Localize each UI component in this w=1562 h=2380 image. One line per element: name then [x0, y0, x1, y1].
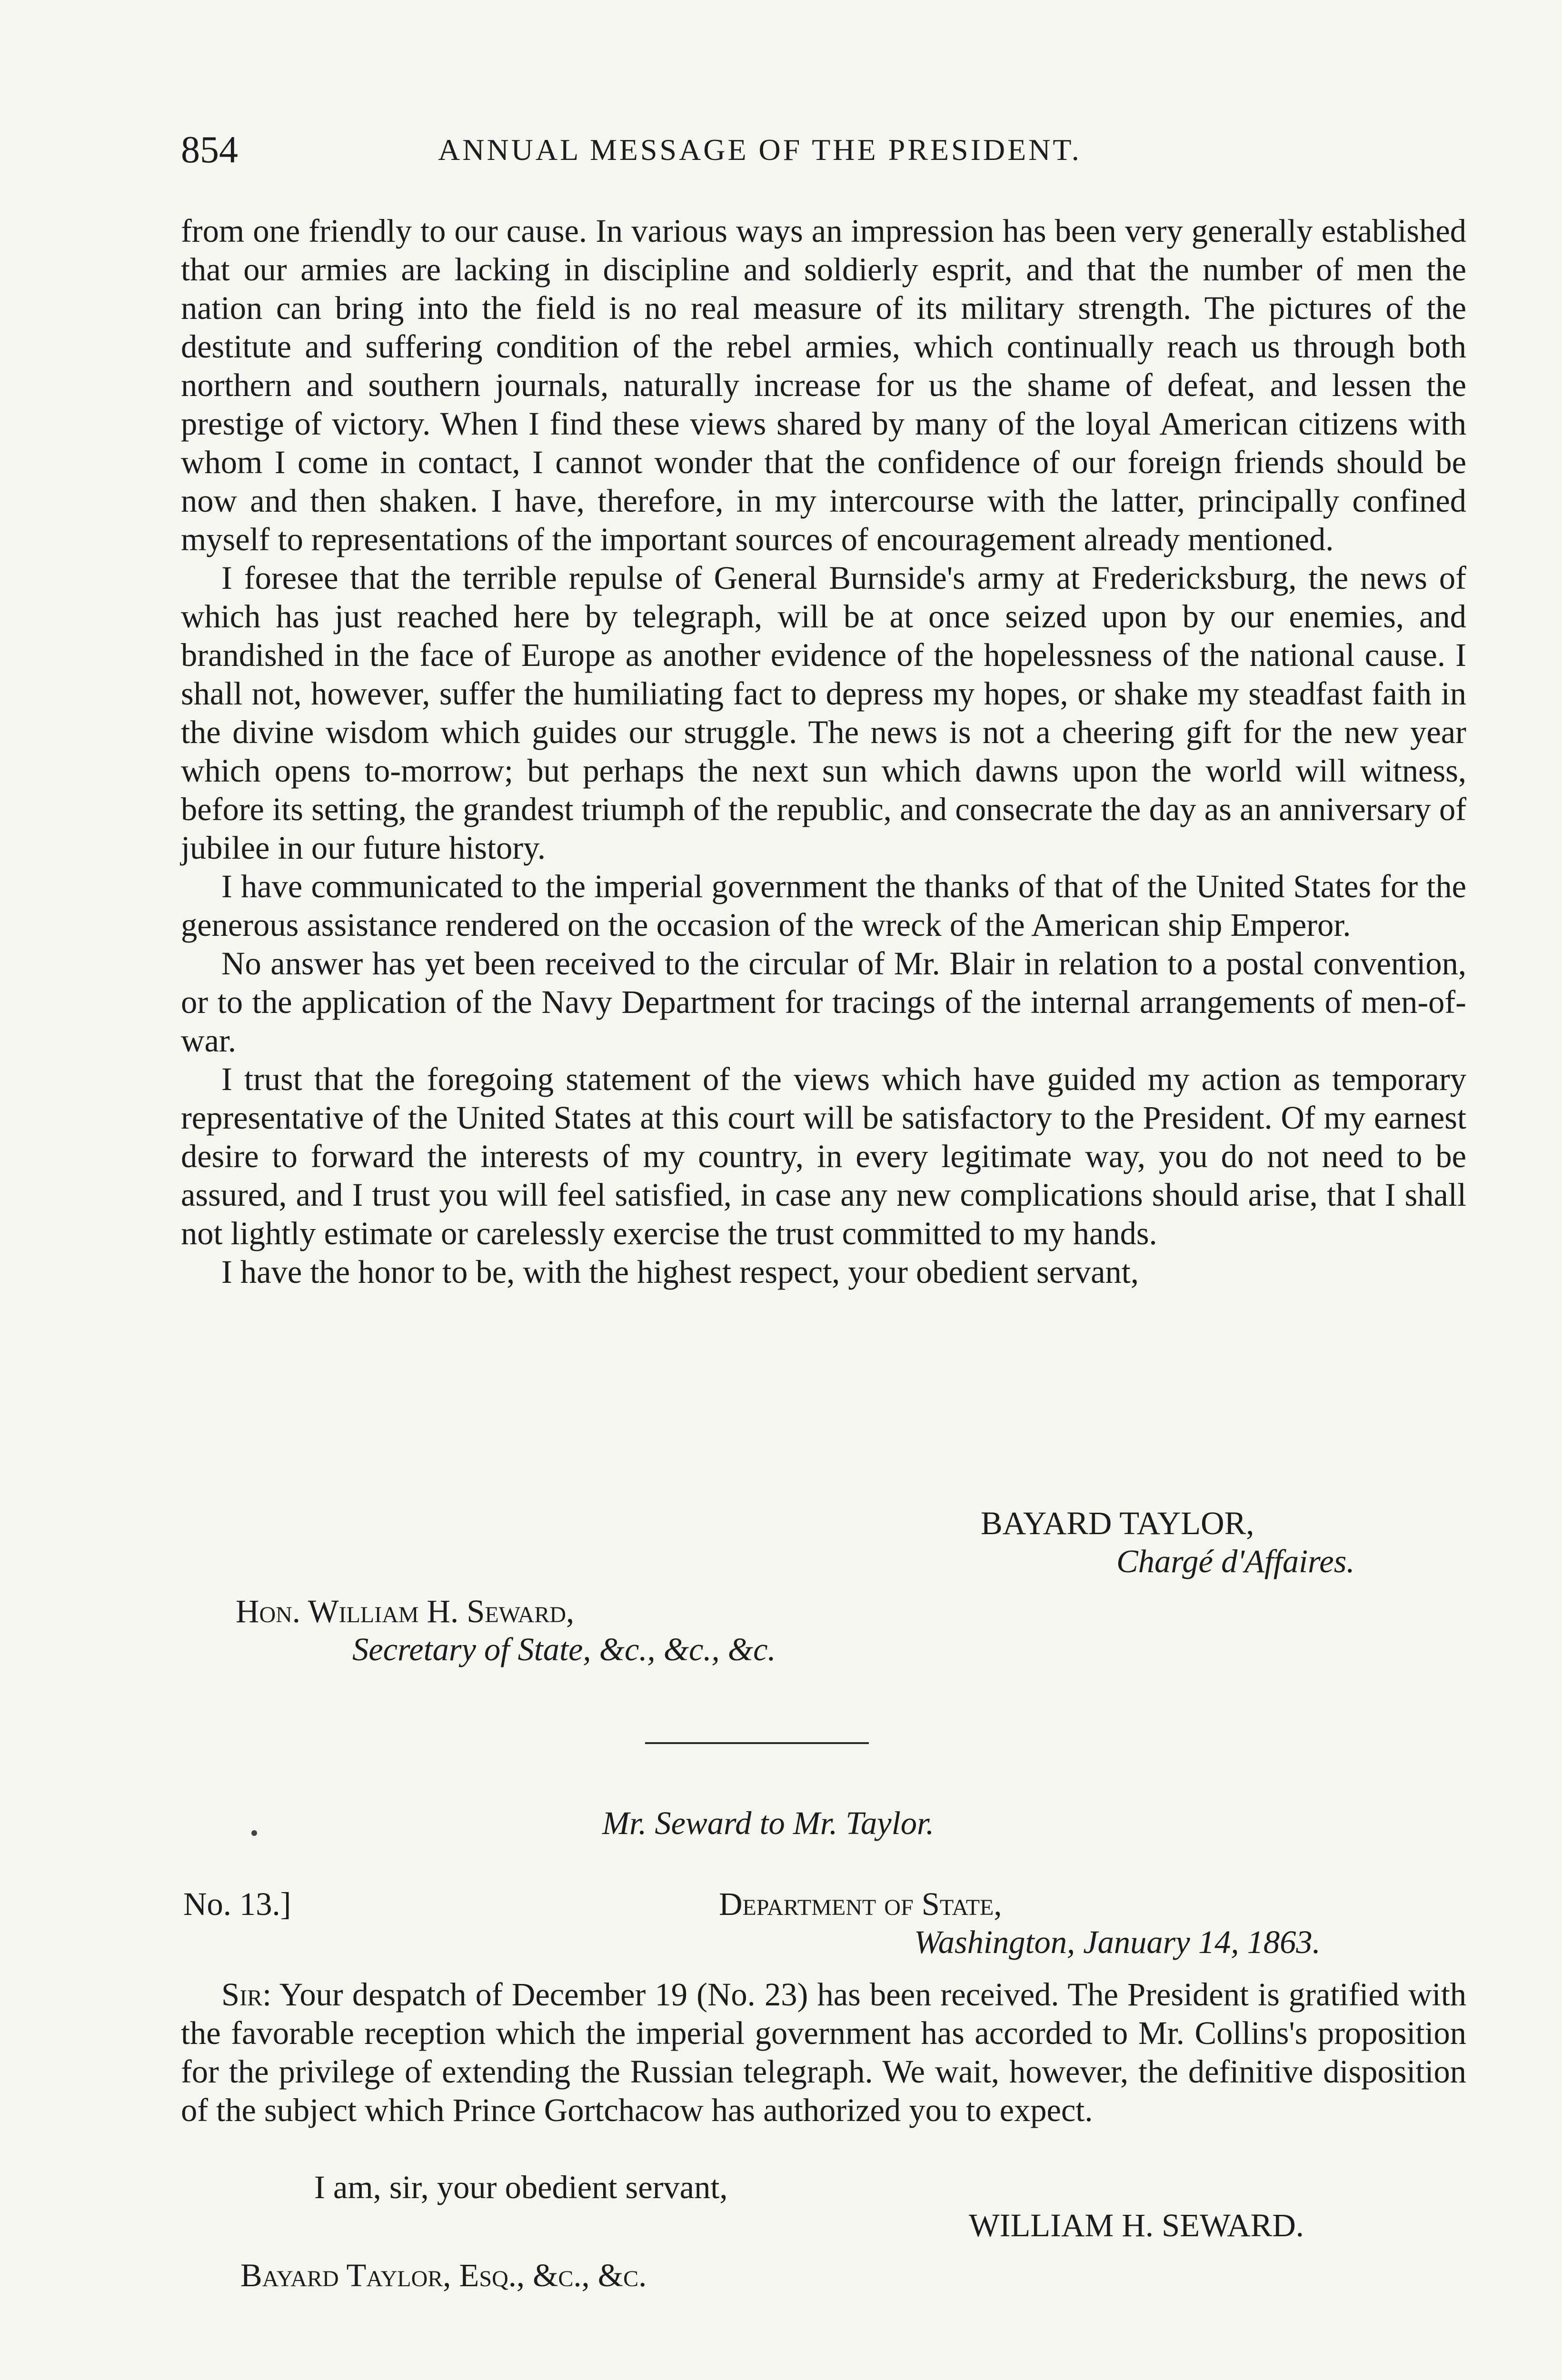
place-date: Washington, January 14, 1863.: [914, 1924, 1321, 1960]
salutation: Sir:: [221, 1976, 272, 2013]
addressee-title: Secretary of State, &c., &c., &c.: [352, 1631, 776, 1667]
department-name: Department of State,: [719, 1886, 1002, 1922]
paragraph-fredericksburg: I foresee that the terrible repulse of General Burnside's army at Fredericksburg, the news of which has just reached here by telegraph, will be at once seized upon by our enemies, and brandished in the face of Europe as another evidence of the hopelessness of the national cause. I shall not, however, suffer the humiliating fact to depress my hopes, or shake my steadfast faith in the divine wisdom which guides our struggle. The news is not a cheering gift for the new year which opens to-morrow; but perhaps the next sun which dawns upon the world will witness, before its setting, the grandest triumph of the republic, and consecrate the day as an anniversary of jubilee in our future history.: [181, 560, 1466, 866]
paragraph-despatch: Your despatch of December 19 (No. 23) has been received. The President is gratified with the favorable reception which the imperial government has accorded to Mr. Collins's proposition for the privilege of extending the Russian telegraph. We wait, however, the definitive disposition of the subject which Prince Gortchacow has authorized you to expect.: [181, 1976, 1466, 2128]
running-head: ANNUAL MESSAGE OF THE PRESIDENT.: [438, 133, 1082, 167]
paragraph-honor: I have the honor to be, with the highest respect, your obedient servant,: [221, 1254, 1139, 1290]
paragraph-postal-convention: No answer has yet been received to the circular of Mr. Blair in relation to a postal convention, or to the application of the Navy Department for tracings of the internal arrangements of men-of-war.: [181, 945, 1466, 1059]
addressee-name: Hon. William H. Seward,: [236, 1593, 575, 1629]
letter2-signer: WILLIAM H. SEWARD.: [969, 2207, 1304, 2243]
signer-title: Chargé d'Affaires.: [1116, 1543, 1355, 1579]
signer-name: BAYARD TAYLOR,: [981, 1505, 1254, 1541]
dot-mark: [251, 1830, 257, 1836]
paragraph-emperor-wreck: I have communicated to the imperial government the thanks of that of the United States for the generous assistance rendered on the occasion of the wreck of the American ship Emperor.: [181, 868, 1466, 943]
page-header: [181, 129, 1466, 181]
page-number: 854: [181, 129, 238, 171]
closing-line: I am, sir, your obedient servant,: [314, 2169, 728, 2205]
letter-body: [181, 212, 1466, 1291]
letter-heading: Mr. Seward to Mr. Taylor.: [602, 1805, 935, 1841]
paragraph-continuation: from one friendly to our cause. In various ways an impression has been very generally established that our armies are lacking in discipline and soldierly esprit, and that the number of men the nation can bring into the field is no real measure of its military strength. The pictures of the destitute and suffering condition of the rebel armies, which continually reach us through both northern and southern journals, naturally increase for us the shame of defeat, and lessen the prestige of victory. When I find these views shared by many of the loyal American citizens with whom I come in contact, I cannot wonder that the confidence of our foreign friends should be now and then shaken. I have, therefore, in my intercourse with the latter, principally confined myself to representations of the important sources of encouragement already mentioned.: [181, 213, 1466, 557]
letter2-body: [181, 1975, 1466, 2130]
despatch-number: No. 13.]: [183, 1886, 291, 1922]
recipient-name: Bayard Taylor, Esq., &c., &c.: [240, 2257, 647, 2293]
section-divider: [645, 1742, 869, 1744]
paragraph-foregoing-statement: I trust that the foregoing statement of the views which have guided my action as temporary representative of the United States at this court will be satisfactory to the President. Of my earnest desire to forward the interests of my country, in every legitimate way, you do not need to be assured, and I trust you will feel satisfied, in case any new complications should arise, that I shall not lightly estimate or carelessly exercise the trust committed to my hands.: [181, 1061, 1466, 1251]
